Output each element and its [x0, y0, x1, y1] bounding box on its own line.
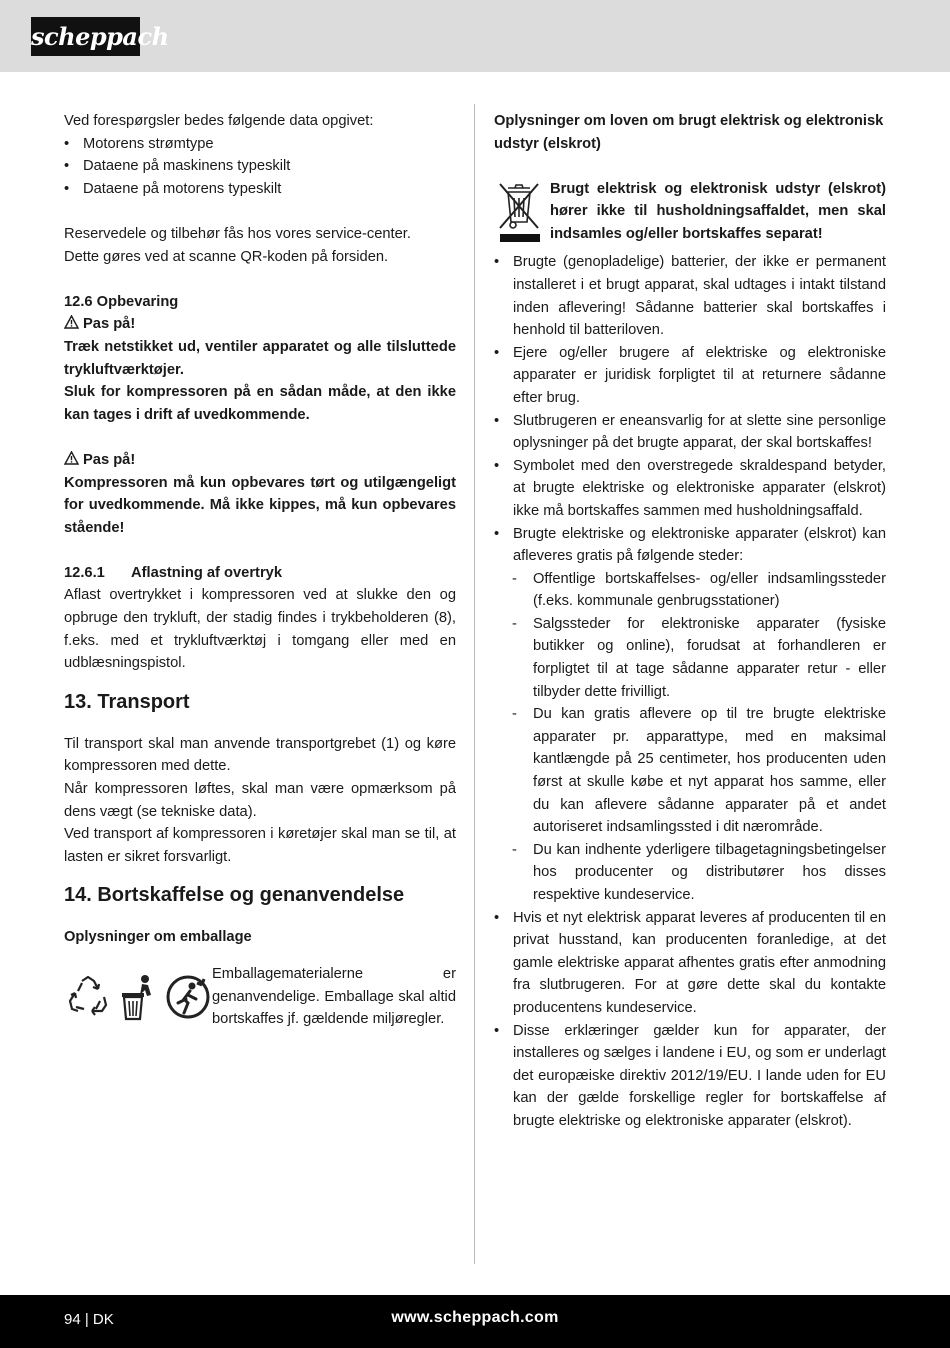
list-item: • Ejere og/eller brugere af elektriske og elektroniske apparater er juridisk forpligtet til at returnere sådanne efter brug. — [494, 344, 886, 406]
transport-text-2: Når kompressoren løftes, skal man være opmærksom på dens vægt (se tekniske data). — [64, 781, 456, 820]
column-divider — [474, 104, 475, 1264]
warning-triangle-icon — [64, 315, 79, 329]
intro-text: Ved forespørgsler bedes følgende data opgivet: — [64, 113, 374, 129]
list-item: • Disse erklæringer gælder kun for apparater, der installeres og sælges i landene i EU, og som er underlagt det europæiske direktiv 2012/19/EU. I lande uden for EU kan der gælde forskellige regler for bortskaffelse af brugte elektriske og elektroniske apparater (elskrot). — [494, 1022, 886, 1129]
warning-text-unplug: Træk netstikket ud, ventiler apparatet og alle tilsluttede trykluftværktøjer. — [64, 338, 456, 378]
warning-label: Pas på! — [64, 449, 456, 472]
sub-list-item: - Offentlige bortskaffelses- og/eller indsamlingssteder (f.eks. kommunale genbrugsstationer) — [512, 570, 886, 610]
list-item: • Symbolet med den overstregede skraldespand betyder, at brugte elektriske og elektroniske apparater (elskrot) ikke må bortskaffes sammen med husholdningsaffald. — [494, 457, 886, 519]
section-13-heading: 13. Transport — [64, 690, 190, 713]
crossed-out-wheelie-bin-icon — [494, 180, 544, 244]
list-item: • Hvis et nyt elektrisk apparat leveres af producenten til en privat husstand, kan producenten foranledige, at det gamle elektriske apparat afhentes gratis efter anmodning fra slutbrugeren. For at gøre dette skal du kontakte producentens kundeservice. — [494, 909, 886, 1016]
section-12-6-1-text: Aflast overtrykket i kompressoren ved at slukke den og opbruge den trykluft, der stadig findes i trykbeholderen (8), f.eks. med et trykluftværktøj i tomgang eller med en udblæsningspistol. — [64, 587, 456, 672]
sub-list-item: - Du kan indhente yderligere tilbagetagningsbetingelser hos producenter og distributører hos disses respektive kundeservice. — [512, 841, 886, 903]
list-item: • Brugte (genopladelige) batterier, der ikke er permanent installeret i et brugt apparat, skal udtages i intakt tilstand inden aflevering! Sådanne batterier skal bortskaffes i henhold til batteriloven. — [494, 254, 886, 339]
list-item: • Motorens strømtype — [64, 135, 214, 152]
spare-parts-text: Reservedele og tilbehør fås hos vores service-center. — [64, 225, 411, 242]
transport-text-3: Ved transport af kompressoren i køretøjer skal man se til, at lasten er sikret forsvarligt. — [64, 826, 456, 865]
list-item: • Dataene på motorens typeskilt — [64, 180, 282, 197]
warning-text-switch-off: Sluk for kompressoren på en sådan måde, at den ikke kan tages i drift af uvedkommende. — [64, 384, 456, 423]
right-column — [494, 110, 886, 1133]
page-number: 94 | DK — [64, 1311, 114, 1328]
trash-bin-icon — [118, 973, 158, 1021]
section-12-6-1-title: 12.6.1 Aflastning af overtryk — [64, 564, 282, 581]
list-item: • Dataene på maskinens typeskilt — [64, 158, 291, 175]
website-url: www.scheppach.com — [391, 1309, 559, 1326]
packaging-block — [64, 963, 456, 1031]
packaging-title: Oplysninger om emballage — [64, 929, 252, 946]
list-item: • Slutbrugeren er eneansvarlig for at slette sine personlige oplysninger på det brugte apparat, der skal bortskaffes! — [494, 412, 886, 452]
brand-logo: scheppach — [31, 17, 140, 56]
sub-list-item: - Du kan gratis aflevere op til tre brugte elektriske apparater pr. apparattype, med en maksimal kantlængde på 25 centimeter, hos producenten uden først at skulle købe et nyt apparat hos samme, eller du kan aflevere sådanne apparater på et andet autoriseret indsamlingssted i dit nærområde. — [512, 706, 886, 836]
sub-list-item: - Salgssteder for elektroniske apparater (fysiske butikker og online), forudsat at forhandleren er forpligtet til at tage sådanne apparater retur - eller tilbyder dette frivilligt. — [512, 615, 886, 700]
section-12-6-title: 12.6 Opbevaring — [64, 293, 179, 310]
warning-text-storage: Kompressoren må kun opbevares tørt og utilgængeligt for uvedkommende. Må ikke kippes, må kun opbevares stående! — [64, 474, 456, 536]
recycle-person-icon — [164, 973, 212, 1021]
left-column — [64, 110, 456, 1031]
warning-label: Pas på! — [64, 313, 456, 336]
recycling-icon — [64, 973, 112, 1021]
weee-text: Brugt elektrisk og elektronisk udstyr (elskrot) hører ikke til husholdningsaffaldet, men skal indsamles og/eller bortskaffes separat! — [550, 180, 886, 242]
qr-code-text: Dette gøres ved at scanne QR-koden på forsiden. — [64, 248, 389, 265]
weee-section-title: Oplysninger om loven om brugt elektrisk og elektronisk udstyr (elskrot) — [494, 113, 884, 152]
warning-triangle-icon — [64, 451, 79, 465]
weee-block — [494, 178, 886, 252]
section-14-heading: 14. Bortskaffelse og genanvendelse — [64, 884, 405, 907]
transport-text-1: Til transport skal man anvende transportgrebet (1) og køre kompressoren med dette. — [64, 735, 456, 775]
list-item: • Brugte elektriske og elektroniske apparater (elskrot) kan afleveres gratis på følgende steder: — [494, 525, 886, 565]
packaging-text: Emballagematerialerne er genanvendelige. Emballage skal altid bortskaffes jf. gældende miljøregler. — [212, 966, 456, 1028]
